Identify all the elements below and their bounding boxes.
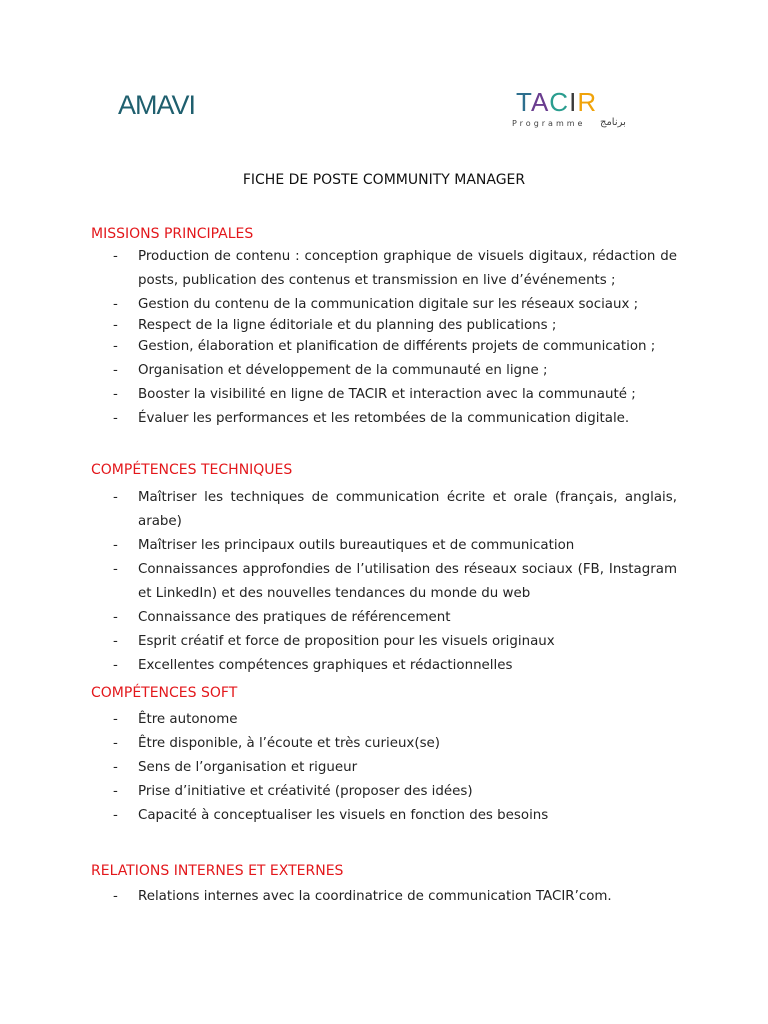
amavi-logo: AMAVI [118,90,196,120]
missions-list [91,245,677,431]
soft-skills-list [91,708,677,828]
list-item: - Esprit créatif et force de proposition pour les visuels originaux [113,634,555,649]
list-item: - Être disponible, à l’écoute et très curieux(se) [113,736,441,751]
tacir-logo [512,86,652,136]
list-item: - Organisation et développement de la communauté en ligne ; [113,363,548,378]
list-item: - Gestion, élaboration et planification de différents projets de communication ; [113,339,656,354]
list-item: - Évaluer les performances et les retombées de la communication digitale. [113,411,630,426]
list-item: - Sens de l’organisation et rigueur [113,760,358,775]
technical-skills-list [91,486,677,678]
tacir-programme-label: Programme [512,119,586,128]
list-item: - Excellentes compétences graphiques et rédactionnelles [113,658,513,673]
list-item: - Être autonome [113,712,238,727]
section-heading-technical: COMPÉTENCES TECHNIQUES [91,462,293,478]
tacir-wordmark: TACIR [516,87,598,117]
list-item: - Production de contenu : conception graphique de visuels digitaux, rédaction de posts, publication des contenus et transmission en live d’événements ; [113,249,677,288]
list-item: - Relations internes avec la coordinatrice de communication TACIR’com. [113,889,612,904]
list-item: - Maîtriser les principaux outils bureautiques et de communication [113,538,575,553]
section-heading-relations: RELATIONS INTERNES ET EXTERNES [91,863,344,879]
list-item: - Gestion du contenu de la communication digitale sur les réseaux sociaux ; [113,297,639,312]
page-title: FICHE DE POSTE COMMUNITY MANAGER [242,172,526,188]
list-item: - Connaissances approfondies de l’utilisation des réseaux sociaux (FB, Instagram et LinkedIn) et des nouvelles tendances du monde du web [113,562,677,601]
list-item: - Respect de la ligne éditoriale et du planning des publications ; [113,318,557,333]
relations-list [91,885,677,909]
section-heading-soft: COMPÉTENCES SOFT [91,685,238,701]
list-item: - Prise d’initiative et créativité (proposer des idées) [113,784,473,799]
section-heading-missions: MISSIONS PRINCIPALES [91,226,254,242]
list-item: - Booster la visibilité en ligne de TACIR et interaction avec la communauté ; [113,387,636,402]
list-item: - Capacité à conceptualiser les visuels en fonction des besoins [113,808,549,823]
list-item: - Connaissance des pratiques de référencement [113,610,451,625]
list-item: - Maîtriser les techniques de communication écrite et orale (français, anglais, arabe) [113,490,677,529]
tacir-arabic-label: برنامج [600,117,626,128]
